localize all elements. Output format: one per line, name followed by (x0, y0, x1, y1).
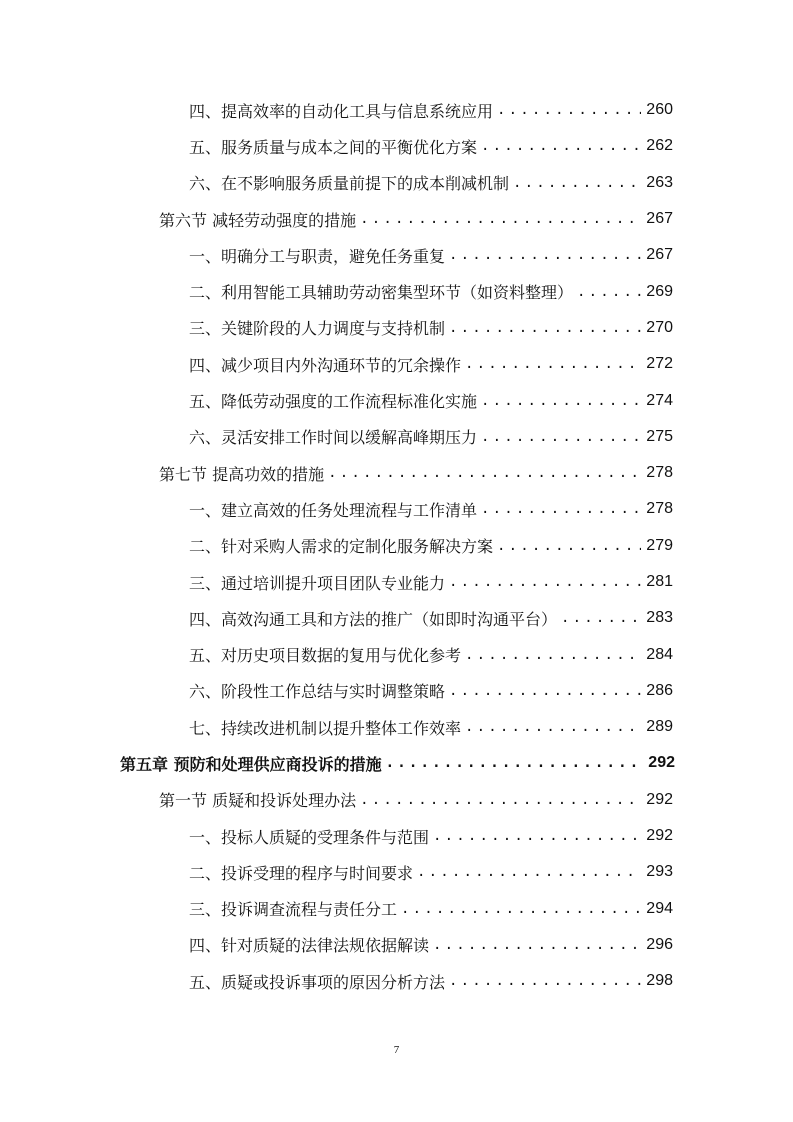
toc-entry-title: 二、针对采购人需求的定制化服务解决方案 (189, 537, 494, 557)
toc-entry-item[interactable] (0, 491, 793, 527)
toc-entry-title: 一、建立高效的任务处理流程与工作清单 (189, 500, 478, 520)
toc-dot-leader (433, 937, 641, 953)
toc-dot-leader (561, 610, 641, 626)
toc-entry-item[interactable] (0, 165, 793, 201)
toc-dot-leader (465, 719, 641, 735)
toc-entry-title: 三、通过培训提升项目团队专业能力 (189, 573, 446, 593)
toc-entry-page: 292 (646, 827, 673, 845)
toc-dot-leader (386, 755, 643, 771)
toc-dot-leader (465, 356, 641, 372)
toc-dot-leader (449, 574, 641, 590)
toc-entry-page: 284 (646, 645, 673, 663)
toc-entry-title: 六、灵活安排工作时间以缓解高峰期压力 (189, 428, 478, 448)
table-of-contents (0, 92, 793, 999)
toc-entry-item[interactable] (0, 818, 793, 854)
toc-dot-leader (328, 465, 641, 481)
toc-entry-page: 270 (646, 318, 673, 336)
toc-entry-title: 一、投标人质疑的受理条件与范围 (189, 827, 430, 847)
toc-entry-title: 二、投诉受理的程序与时间要求 (189, 863, 414, 883)
toc-entry-page: 292 (646, 790, 673, 808)
toc-dot-leader (481, 501, 641, 517)
toc-entry-item[interactable] (0, 419, 793, 455)
toc-entry-item[interactable] (0, 273, 793, 309)
toc-entry-item[interactable] (0, 891, 793, 927)
toc-entry-page: 278 (646, 500, 673, 518)
toc-dot-leader (497, 102, 641, 118)
toc-entry-item[interactable] (0, 564, 793, 600)
toc-entry-title: 二、利用智能工具辅助劳动密集型环节（如资料整理） (189, 283, 574, 303)
toc-entry-title: 五、服务质量与成本之间的平衡优化方案 (189, 137, 478, 157)
toc-dot-leader (433, 828, 641, 844)
toc-entry-title: 三、投诉调查流程与责任分工 (189, 900, 398, 920)
toc-entry-item[interactable] (0, 963, 793, 999)
toc-entry-page: 260 (646, 101, 673, 119)
toc-entry-page: 292 (648, 754, 675, 772)
toc-entry-page: 283 (646, 609, 673, 627)
toc-dot-leader (497, 538, 641, 554)
toc-dot-leader (449, 247, 641, 263)
toc-entry-page: 293 (646, 863, 673, 881)
toc-entry-page: 269 (646, 282, 673, 300)
toc-dot-leader (360, 792, 641, 808)
toc-entry-title: 四、高效沟通工具和方法的推广（如即时沟通平台） (189, 609, 558, 629)
toc-entry-page: 267 (646, 246, 673, 264)
toc-dot-leader (481, 393, 641, 409)
toc-entry-item[interactable] (0, 128, 793, 164)
toc-entry-page: 279 (646, 536, 673, 554)
toc-entry-title: 六、阶段性工作总结与实时调整策略 (189, 682, 446, 702)
toc-entry-item[interactable] (0, 92, 793, 128)
toc-entry-item[interactable] (0, 310, 793, 346)
toc-dot-leader (481, 429, 641, 445)
toc-dot-leader (449, 683, 641, 699)
toc-entry-page: 289 (646, 718, 673, 736)
toc-entry-page: 275 (646, 427, 673, 445)
toc-entry-title: 第七节 提高功效的措施 (159, 464, 325, 484)
page-number: 7 (393, 1044, 400, 1056)
toc-entry-title: 五、降低劳动强度的工作流程标准化实施 (189, 392, 478, 412)
toc-entry-title: 四、提高效率的自动化工具与信息系统应用 (189, 101, 494, 121)
toc-entry-title: 五、对历史项目数据的复用与优化参考 (189, 646, 462, 666)
toc-entry-title: 第五章 预防和处理供应商投诉的措施 (120, 754, 382, 774)
toc-entry-page: 281 (646, 573, 673, 590)
toc-entry-page: 294 (646, 899, 673, 917)
toc-entry-section[interactable] (0, 455, 793, 491)
toc-entry-item[interactable] (0, 854, 793, 890)
toc-entry-item[interactable] (0, 528, 793, 564)
toc-dot-leader (577, 284, 641, 300)
toc-entry-title: 四、减少项目内外沟通环节的冗余操作 (189, 355, 462, 375)
toc-entry-title: 第六节 减轻劳动强度的措施 (159, 210, 357, 230)
toc-entry-item[interactable] (0, 237, 793, 273)
toc-entry-page: 286 (646, 681, 673, 699)
toc-entry-page: 298 (646, 972, 673, 990)
toc-entry-section[interactable] (0, 201, 793, 237)
toc-entry-item[interactable] (0, 673, 793, 709)
toc-entry-page: 278 (646, 464, 673, 482)
toc-entry-page: 272 (646, 355, 673, 373)
toc-entry-title: 三、关键阶段的人力调度与支持机制 (189, 319, 446, 339)
toc-entry-title: 四、针对质疑的法律法规依据解读 (189, 936, 430, 956)
toc-entry-item[interactable] (0, 382, 793, 418)
toc-entry-item[interactable] (0, 927, 793, 963)
toc-entry-title: 五、质疑或投诉事项的原因分析方法 (189, 972, 446, 992)
toc-entry-item[interactable] (0, 636, 793, 672)
toc-entry-page: 267 (646, 210, 673, 228)
toc-dot-leader (417, 864, 641, 880)
toc-entry-title: 一、明确分工与职责，避免任务重复 (189, 246, 446, 266)
toc-dot-leader (465, 647, 641, 663)
toc-dot-leader (449, 973, 641, 989)
toc-entry-page: 262 (646, 137, 673, 155)
toc-entry-item[interactable] (0, 600, 793, 636)
toc-dot-leader (401, 901, 641, 917)
toc-dot-leader (513, 175, 641, 191)
toc-dot-leader (360, 211, 641, 227)
toc-entry-title: 六、在不影响服务质量前提下的成本削减机制 (189, 174, 510, 194)
toc-entry-chapter[interactable] (0, 745, 793, 781)
toc-entry-title: 第一节 质疑和投诉处理办法 (159, 791, 357, 811)
toc-entry-section[interactable] (0, 782, 793, 818)
toc-entry-page: 263 (646, 173, 673, 191)
toc-dot-leader (481, 138, 641, 154)
toc-dot-leader (449, 320, 641, 336)
toc-entry-item[interactable] (0, 709, 793, 745)
toc-entry-title: 七、持续改进机制以提升整体工作效率 (189, 718, 462, 738)
toc-entry-page: 274 (646, 391, 673, 409)
toc-entry-page: 296 (646, 935, 673, 953)
toc-entry-item[interactable] (0, 346, 793, 382)
